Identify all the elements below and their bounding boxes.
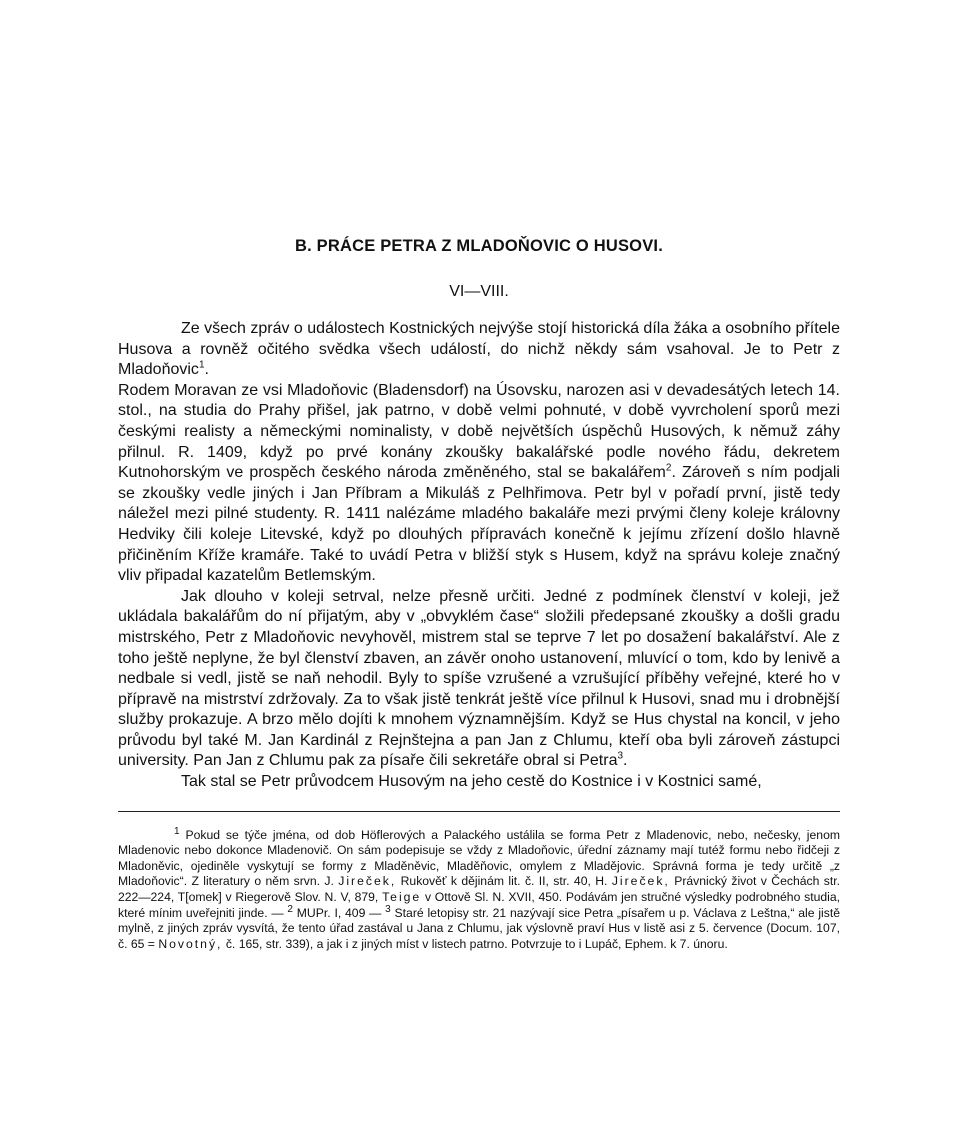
footnote-divider — [118, 811, 840, 812]
paragraph-text: . — [204, 361, 209, 379]
author-name: Novotný, — [158, 936, 223, 951]
paragraph-text: Tak stal se Petr průvodcem Husovým na jeho cestě do Kostnice i v Kostnici samé, — [181, 773, 762, 791]
footnote-ref: 2 — [665, 462, 672, 474]
author-name: Teige — [382, 890, 422, 905]
footnote-text: Staré letopisy str. 21 nazývají sice Petra „písařem u p. Václava z Leštna,“ ale jistě mylně, z jiných zpráv vysvítá, že tento úřad zastával u Jana z Chlumu, jak výslovně praví Hus v listě asi z 5. července (Docum. 107, č. 65 = — [118, 905, 841, 951]
footnote-text: Rukověť k dějinám lit. č. II, str. 40, H. — [400, 874, 608, 889]
footnote-ref: 3 — [617, 751, 624, 763]
footnote-text: Právnický život v Čechách str. 222—224, T[omek] v Riegerově Slov. N. V, 879, — [118, 874, 840, 905]
footnotes — [118, 825, 841, 953]
paragraph — [118, 772, 840, 793]
chapter-subheading: VI—VIII. — [449, 283, 509, 300]
paragraph — [118, 587, 840, 772]
paragraph-text: Jak dlouho v koleji setrval, nelze přesně určiti. Jedné z podmínek členství v koleji, jež ukládala bakalářům do ní přijatým, aby v „obvyklém čase“ složili předepsané zkoušky a došli gradu mistrského, Petr z Mladoňovic nevyhověl, mistrem stal se teprve 7 let po dosažení bakalářství. Ale z toho ještě neplyne, že byl členství zbaven, an závěr onoho ustanovení, mluvící o tom, kdo by lenivě a nedbale si vedl, jistě se naň nehodil. Byly to spíše vzrušené a vzrušující příběhy veřejné, které ho v přípravě na mistrství zdržovaly. Za to však jistě tenkrát ještě více přilnul k Husovi, snad mu i drobnější služby prokazuje. A brzo mělo dojíti k mnohem významnějším. Když se Hus chystal na koncil, v jeho průvodu byl také M. Jan Kardinál z Rejnštejna a pan Jan z Chlumu, kteří oba byli zároveň zástupci university. Pan Jan z Chlumu pak za písaře čili sekretáře obral si Petra — [118, 587, 840, 770]
author-name: Jireček, — [611, 874, 670, 889]
body-text — [118, 319, 840, 793]
footnote-text: v Ottově Sl. N. XVII, 450. Podávám jen stručné výsledky podrobného studia, které mínim uveřejniti jinde. — — [118, 890, 841, 920]
paragraph-text: Rodem Moravan ze vsi Mladoňovic (Bladensdorf) na Úsovsku, narozen asi v devadesátých letech 14. stol., na studia do Prahy přišel, jak patrno, v době velmi pohnuté, v době vyvrcholení sporů mezi českými realisty a německými nominalisty, v době největších úspěchů Husových, k němuž záhy přilnul. R. 1409, když po prvé konány zkoušky bakalářské podle nového řádu, dekretem Kutnohorským ve prospěch českého národa změněného, stal se bakalářem — [118, 381, 840, 482]
footnote-text: MUPr. I, 409 — — [296, 905, 382, 920]
footnote-mark: 1 — [174, 825, 180, 837]
footnote-block — [118, 825, 841, 953]
footnote-text: č. 165, str. 339), a jak i z jiných míst v listech patrno. Potvrzuje to i Lupáč, Ephem. k 7. únoru. — [225, 936, 728, 951]
paragraph-text: . Zároveň s ním podjali se zkoušky vedle jiných i Jan Příbram a Mikuláš z Pelhřimova. Petr byl v pořadí první, jistě tedy náležel mezi pilné studenty. R. 1411 nalézáme mladého bakaláře mezi prvými členy koleje královny Hedviky čili koleje Litevské, když po dlouhých přípravách konečně k jejímu zřízení došlo hlavně přičiněním Kříže kramáře. Také to uvádí Petra v bližší styk s Husem, když na správu koleje značný vliv připadal kazatelům Betlemským. — [118, 464, 840, 585]
paragraph-text: . — [623, 752, 628, 770]
author-name: Jireček, — [338, 874, 397, 889]
document-page — [118, 233, 840, 952]
footnote-mark: 2 — [287, 903, 293, 915]
paragraph — [118, 381, 840, 587]
footnote-text: Pokud se týče jména, od dob Höflerových a Palackého ustálila se forma Petr z Mladenovic, nebo, nečesky, jenom Mladenovic nebo dokonce Mladenovič. On sám podepisuje se vždy z Mladoňovic, úřední záznamy mají tutéž formu nebo řidčeji z Mladoněvic, ojediněle vyskytují se formy z Mladěněvic, Mladěňovic, omylem z Mladějovic. Správná forma je tedy určitě „z Mladoňovic“. Z literatury o něm srvn. J. — [118, 827, 840, 889]
chapter-heading: B. PRÁCE PETRA Z MLADOŇOVIC O HUSOVI. — [295, 237, 663, 255]
paragraph — [118, 319, 840, 381]
paragraph-text: Ze všech zpráv o událostech Kostnických nejvýše stojí historická díla žáka a osobního přítele Husova a rovněž očitého svědka všech událostí, do nichž někdy sám vsahoval. Je to Petr z Mladoňovic — [118, 320, 841, 379]
footnote-ref: 1 — [198, 359, 205, 371]
footnote-mark: 3 — [385, 903, 391, 915]
